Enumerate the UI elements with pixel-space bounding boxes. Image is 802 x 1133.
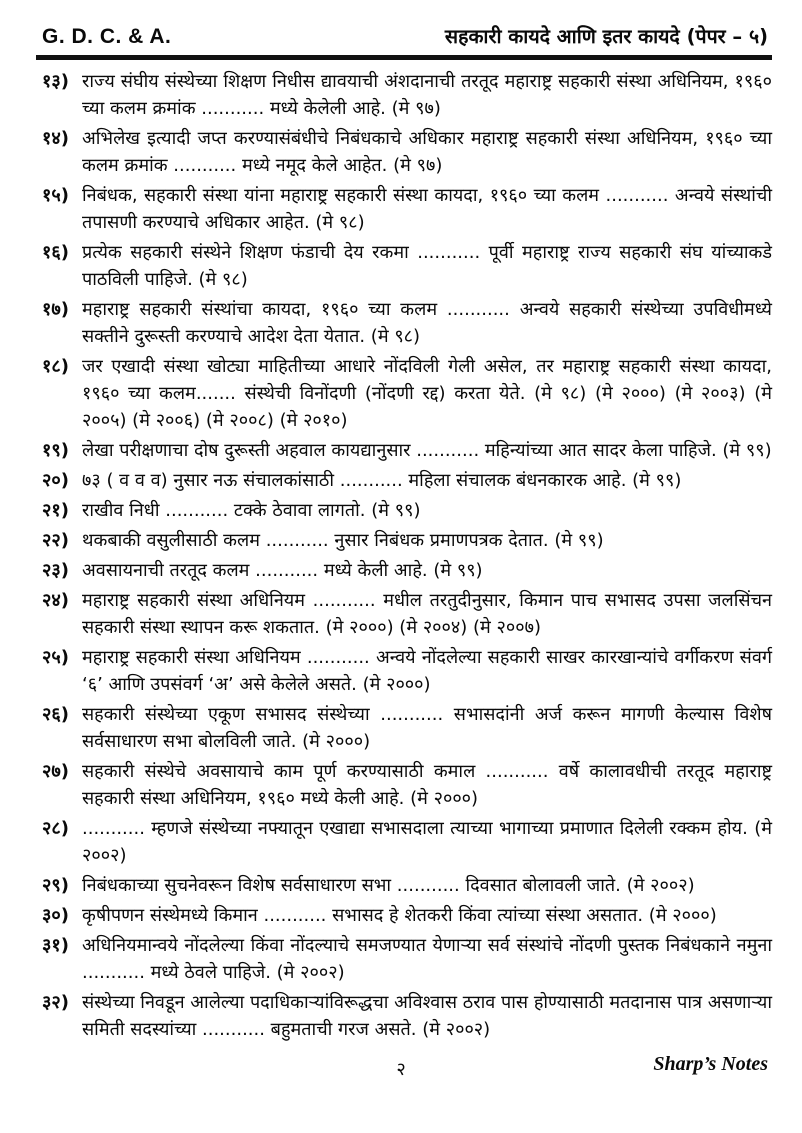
question-item-15 (36, 182, 772, 236)
question-item-31 (36, 932, 772, 986)
question-number: २४) (42, 590, 69, 611)
question-item-19 (36, 437, 772, 464)
question-text: संस्थेच्या निवडून आलेल्या पदाधिकाऱ्यांविरूद्धचा अविश्वास ठराव पास होण्यासाठी मतदानास पात्र असणाऱ्या समिती सदस्यांच्या ........... बहुमताची गरज असते. (मे २००२) (82, 992, 772, 1040)
question-number: २३) (42, 560, 69, 581)
question-number: २८) (42, 818, 69, 839)
question-item-29 (36, 872, 772, 899)
question-number: ३०) (42, 905, 69, 926)
question-text: ........... म्हणजे संस्थेच्या नफ्यातून एखाद्या सभासदाला त्याच्या भागाच्या प्रमाणात दिलेली रक्कम होय. (मे २००२) (82, 818, 772, 866)
question-number: १६) (42, 242, 69, 263)
question-text: महाराष्ट्र सहकारी संस्थांचा कायदा, १९६० च्या कलम ........... अन्वये सहकारी संस्थेच्या उपविधीमध्ये सक्तीने दुरूस्ती करण्याचे आदेश देता येतात. (मे ९८) (82, 299, 772, 347)
question-item-25 (36, 644, 772, 698)
question-text: अधिनियमान्वये नोंदलेल्या किंवा नोंदल्याचे समजण्यात येणाऱ्या सर्व संस्थांचे नोंदणी पुस्तक निबंधकाने नमुना ........... मध्ये ठेवले पाहिजे. (मे २००२) (82, 935, 772, 983)
page-footer (0, 1053, 802, 1083)
question-item-20 (36, 467, 772, 494)
question-list (36, 68, 772, 1043)
question-text: जर एखादी संस्था खोट्या माहितीच्या आधारे नोंदविली गेली असेल, तर महाराष्ट्र सहकारी संस्था कायदा, १९६० च्या कलम....... संस्थेची विनोंदणी (नोंदणी रद्द) करता येते. (मे ९८) (मे २०००) (मे २००३) (मे २००५) (मे २००६) (मे २००८) (मे २०१०) (82, 356, 772, 431)
question-item-28 (36, 815, 772, 869)
header-divider (36, 55, 772, 60)
publisher-name: Sharp’s Notes (653, 1053, 768, 1075)
question-text: अवसायनाची तरतूद कलम ........... मध्ये केली आहे. (मे ९९) (82, 560, 483, 581)
subject-title: सहकारी कायदे आणि इतर कायदे (पेपर – ५) (444, 25, 768, 48)
question-number: १४) (42, 128, 69, 149)
question-number: ३१) (42, 935, 69, 956)
question-item-32 (36, 989, 772, 1043)
question-text: थकबाकी वसुलीसाठी कलम ........... नुसार निबंधक प्रमाणपत्रक देतात. (मे ९९) (82, 530, 604, 551)
question-item-24 (36, 587, 772, 641)
question-item-13 (36, 68, 772, 122)
question-text: सहकारी संस्थेच्या एकूण सभासद संस्थेच्या ........... सभासदांनी अर्ज करून मागणी केल्यास विशेष सर्वसाधारण सभा बोलविली जाते. (मे २०००) (82, 704, 772, 752)
question-number: २६) (42, 704, 69, 725)
question-number: २९) (42, 875, 69, 896)
question-number: १५) (42, 185, 69, 206)
question-item-22 (36, 527, 772, 554)
question-item-14 (36, 125, 772, 179)
question-number: २५) (42, 647, 69, 668)
question-number: १७) (42, 299, 69, 320)
course-title: G. D. C. & A. (42, 25, 172, 48)
question-number: २२) (42, 530, 69, 551)
question-item-27 (36, 758, 772, 812)
question-number: १८) (42, 356, 69, 377)
question-number: २०) (42, 470, 69, 491)
page-header (36, 16, 772, 54)
question-item-26 (36, 701, 772, 755)
question-text: महाराष्ट्र सहकारी संस्था अधिनियम ........... मधील तरतुदीनुसार, किमान पाच सभासद उपसा जलसिंचन सहकारी संस्था स्थापन करू शकतात. (मे २०००) (मे २००४) (मे २००७) (82, 590, 772, 638)
question-item-23 (36, 557, 772, 584)
question-text: निबंधक, सहकारी संस्था यांना महाराष्ट्र सहकारी संस्था कायदा, १९६० च्या कलम ........... अन्वये संस्थांची तपासणी करण्याचे अधिकार आहेत. (मे ९८) (82, 185, 772, 233)
question-number: १३) (42, 71, 69, 92)
question-number: १९) (42, 440, 69, 461)
question-number: २७) (42, 761, 69, 782)
question-text: प्रत्येक सहकारी संस्थेने शिक्षण फंडाची देय रकमा ........... पूर्वी महाराष्ट्र राज्य सहकारी संघ यांच्याकडे पाठविली पाहिजे. (मे ९८) (82, 242, 772, 290)
question-text: सहकारी संस्थेचे अवसायाचे काम पूर्ण करण्यासाठी कमाल ........... वर्षे कालावधीची तरतूद महाराष्ट्र सहकारी संस्था अधिनियम, १९६० मध्ये केली आहे. (मे २०००) (82, 761, 772, 809)
question-text: अभिलेख इत्यादी जप्त करण्यासंबंधीचे निबंधकाचे अधिकार महाराष्ट्र सहकारी संस्था अधिनियम, १९६० च्या कलम क्रमांक ........... मध्ये नमूद केले आहेत. (मे ९७) (82, 128, 772, 176)
question-text: कृषीपणन संस्थेमध्ये किमान ........... सभासद हे शेतकरी किंवा त्यांच्या संस्था असतात. (मे २०००) (82, 905, 717, 926)
question-number: ३२) (42, 992, 69, 1013)
question-item-30 (36, 902, 772, 929)
question-number: २१) (42, 500, 69, 521)
question-item-18 (36, 353, 772, 434)
question-text: महाराष्ट्र सहकारी संस्था अधिनियम ........... अन्वये नोंदलेल्या सहकारी साखर कारखान्यांचे वर्गीकरण संवर्ग ‘६’ आणि उपसंवर्ग ‘अ’ असे केलेले असते. (मे २०००) (82, 647, 772, 695)
question-item-21 (36, 497, 772, 524)
question-text: राज्य संघीय संस्थेच्या शिक्षण निधीस द्यावयाची अंशदानाची तरतूद महाराष्ट्र सहकारी संस्था अधिनियम, १९६० च्या कलम क्रमांक ........... मध्ये केलेली आहे. (मे ९७) (82, 71, 772, 119)
question-text: लेखा परीक्षणाचा दोष दुरूस्ती अहवाल कायद्यानुसार ........... महिन्यांच्या आत सादर केला पाहिजे. (मे ९९) (82, 440, 772, 461)
question-item-16 (36, 239, 772, 293)
question-text: राखीव निधी ........... टक्के ठेवावा लागतो. (मे ९९) (82, 500, 421, 521)
question-text: ७३ ( व व व) नुसार नऊ संचालकांसाठी ........... महिला संचालक बंधनकारक आहे. (मे ९९) (82, 470, 682, 491)
question-text: निबंधकाच्या सुचनेवरून विशेष सर्वसाधारण सभा ........... दिवसात बोलावली जाते. (मे २००२) (82, 875, 695, 896)
question-item-17 (36, 296, 772, 350)
page-number: २ (396, 1059, 406, 1080)
